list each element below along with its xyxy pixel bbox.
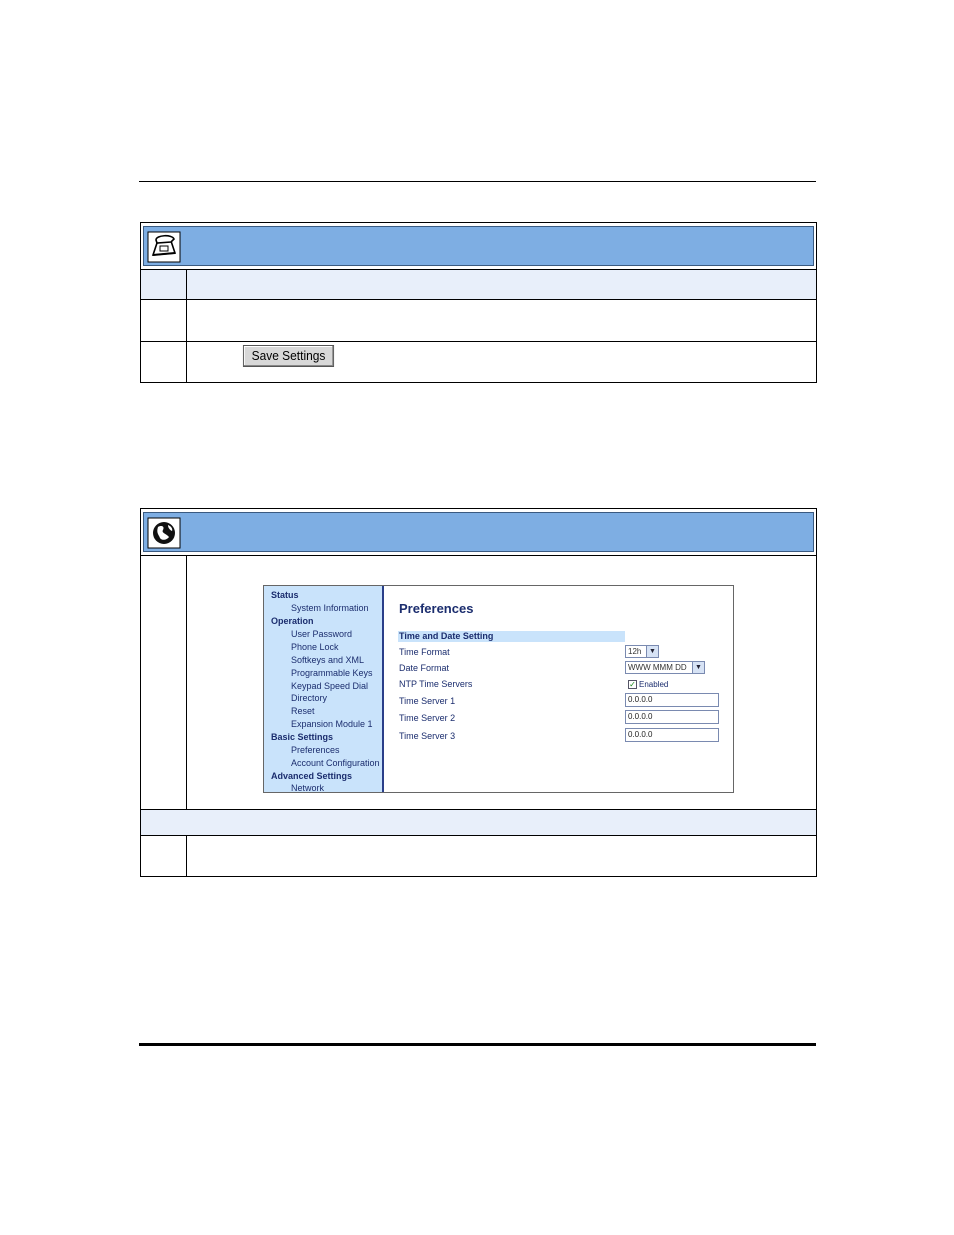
time-format-value: 12h [628, 647, 642, 656]
ntp-enabled-label: Enabled [639, 680, 669, 689]
sidebar-item-directory[interactable]: Directory [291, 693, 328, 703]
time-format-label: Time Format [399, 647, 450, 657]
sidebar-item-keypad-speed-dial[interactable]: Keypad Speed Dial [291, 681, 369, 691]
sidebar-item-programmable-keys[interactable]: Programmable Keys [291, 668, 373, 678]
table-header [141, 509, 816, 556]
step-column [141, 555, 187, 809]
phone-ui-table [140, 222, 817, 383]
time-server-3-input[interactable]: 0.0.0.0 [625, 728, 719, 742]
sidebar-item-system-information[interactable]: System Information [291, 603, 369, 613]
sidebar-group-advanced-settings[interactable]: Advanced Settings [271, 771, 353, 781]
chevron-down-icon: ▼ [692, 662, 704, 673]
chevron-down-icon: ▼ [646, 646, 658, 657]
time-server-2-input[interactable]: 0.0.0.0 [625, 710, 719, 724]
preferences-screenshot [263, 585, 734, 793]
ntp-enabled-checkbox[interactable]: ✓ [629, 680, 636, 689]
step-column [141, 342, 187, 383]
sidebar-group-basic-settings[interactable]: Basic Settings [271, 732, 334, 742]
table-row [141, 555, 816, 809]
sidebar-item-user-password[interactable]: User Password [291, 629, 353, 639]
sidebar-group-status[interactable]: Status [271, 590, 299, 600]
header-bar [143, 512, 814, 552]
table-row [141, 835, 816, 877]
time-server-1-label: Time Server 1 [399, 696, 456, 706]
date-format-select[interactable] [625, 661, 705, 674]
page-title: Preferences [399, 601, 474, 616]
sidebar-item-preferences[interactable]: Preferences [291, 745, 340, 755]
table-row [141, 341, 816, 383]
step-column [141, 270, 187, 299]
sidebar-item-reset[interactable]: Reset [291, 706, 315, 716]
step-column [141, 300, 187, 341]
footer-rule [139, 1043, 816, 1046]
time-server-2-label: Time Server 2 [399, 713, 456, 723]
sidebar [264, 586, 384, 792]
sidebar-item-network[interactable]: Network [291, 783, 325, 793]
sidebar-item-account-configuration[interactable]: Account Configuration [291, 758, 380, 768]
phone-icon [147, 231, 181, 263]
save-settings-button[interactable]: Save Settings [243, 345, 334, 367]
header-rule [139, 181, 816, 182]
table-header [141, 223, 816, 270]
sidebar-item-phone-lock[interactable]: Phone Lock [291, 642, 339, 652]
header-bar [143, 226, 814, 266]
section-header: Time and Date Setting [398, 631, 625, 642]
date-format-label: Date Format [399, 663, 450, 673]
time-server-3-label: Time Server 3 [399, 731, 456, 741]
sidebar-item-expansion-module[interactable]: Expansion Module 1 [291, 719, 373, 729]
table-subheader-row [141, 809, 816, 835]
globe-icon [147, 517, 181, 549]
preferences-panel [384, 586, 733, 792]
step-column [141, 836, 187, 877]
sidebar-item-softkeys[interactable]: Softkeys and XML [291, 655, 365, 665]
web-ui-table [140, 508, 817, 877]
time-server-1-input[interactable]: 0.0.0.0 [625, 693, 719, 707]
time-format-select[interactable] [625, 645, 659, 658]
date-format-value: WWW MMM DD [628, 663, 687, 672]
ntp-label: NTP Time Servers [399, 679, 473, 689]
sidebar-group-operation[interactable]: Operation [271, 616, 314, 626]
table-subheader-row [141, 269, 816, 299]
table-row [141, 299, 816, 341]
